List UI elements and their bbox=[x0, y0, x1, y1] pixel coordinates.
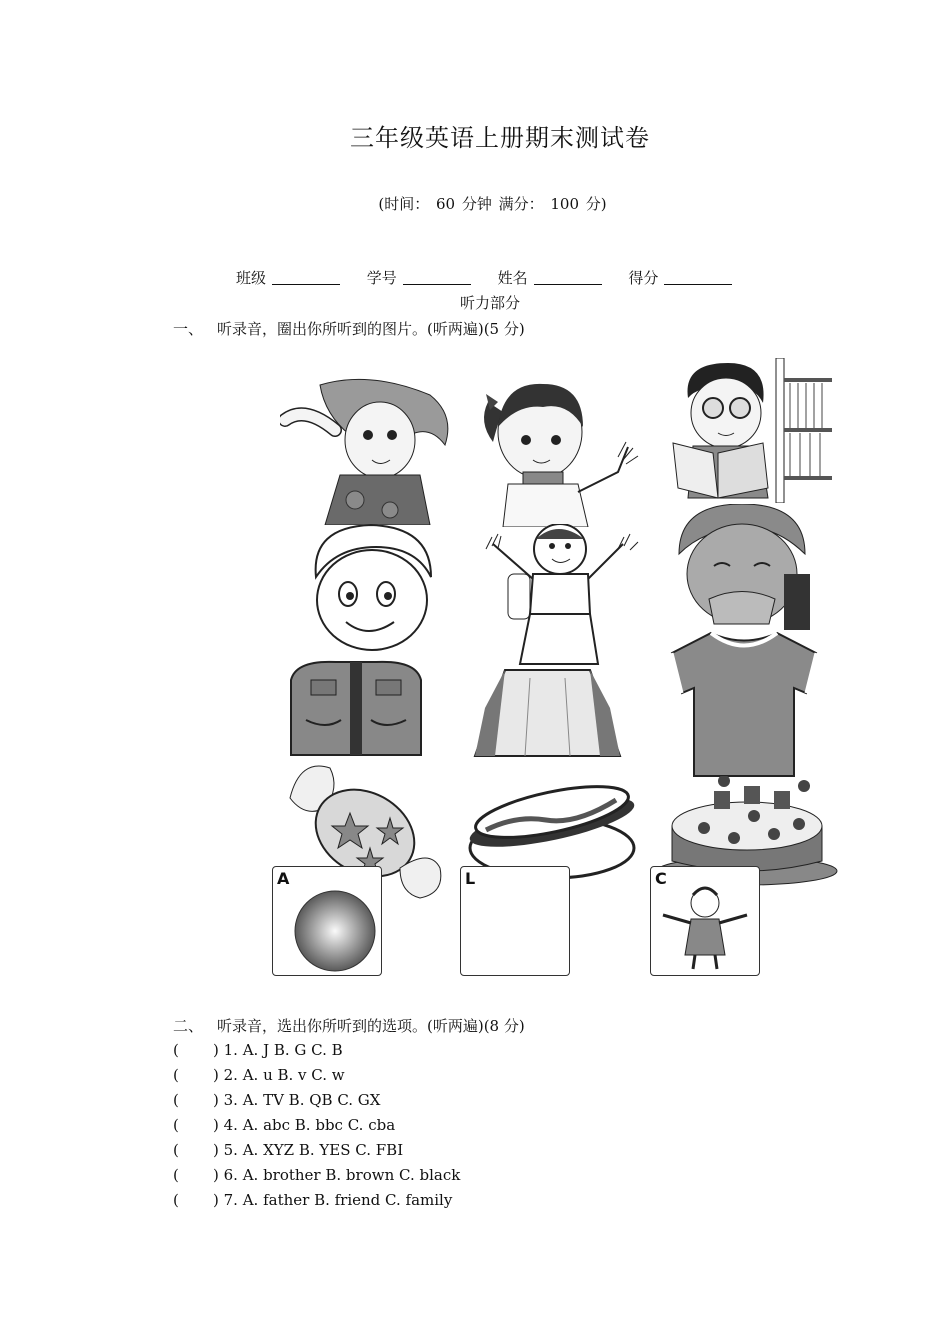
listening-heading: 听力部分 bbox=[459, 294, 520, 312]
page-title: 三年级英语上册期末测试卷 bbox=[350, 124, 650, 152]
exam-time-score: (时间： 60 分钟 满分： 100 分) bbox=[378, 195, 607, 213]
section2-number: 二、 bbox=[173, 1017, 204, 1035]
question-7 bbox=[173, 1191, 452, 1209]
picture-box-c-label: C bbox=[655, 869, 667, 888]
question-text: ) 1. A. J B. G C. B bbox=[213, 1041, 343, 1059]
answer-paren[interactable]: ( bbox=[173, 1116, 179, 1134]
name-field bbox=[498, 267, 602, 288]
picture-box-c[interactable] bbox=[650, 866, 760, 976]
class-blank[interactable] bbox=[272, 270, 340, 285]
question-5 bbox=[173, 1141, 403, 1159]
question-4 bbox=[173, 1116, 395, 1134]
jacket-picture[interactable] bbox=[286, 660, 426, 760]
skirt-picture[interactable] bbox=[470, 668, 626, 760]
t-shirt-picture[interactable] bbox=[666, 628, 822, 780]
name-blank[interactable] bbox=[534, 270, 602, 285]
question-text: ) 6. A. brother B. brown C. black bbox=[213, 1166, 461, 1184]
answer-paren[interactable]: ( bbox=[173, 1191, 179, 1209]
question-text: ) 2. A. u B. v C. w bbox=[213, 1066, 345, 1084]
question-3 bbox=[173, 1091, 380, 1109]
score-label: 得分 bbox=[628, 269, 659, 287]
question-text: ) 3. A. TV B. QB C. GX bbox=[213, 1091, 381, 1109]
boy-laughing-picture[interactable] bbox=[674, 504, 810, 630]
girl-ponytail-picture[interactable] bbox=[468, 372, 648, 527]
name-label: 姓名 bbox=[497, 269, 528, 287]
girl-reading-picture[interactable] bbox=[668, 358, 836, 503]
question-text: ) 7. A. father B. friend C. family bbox=[213, 1191, 453, 1209]
class-field bbox=[236, 267, 340, 288]
question-text: ) 5. A. XYZ B. YES C. FBI bbox=[213, 1141, 404, 1159]
score-field bbox=[628, 267, 732, 288]
section1-text: 听录音，圈出你所听到的图片。(听两遍)(5 分) bbox=[217, 320, 525, 338]
question-2 bbox=[173, 1066, 345, 1084]
question-text: ) 4. A. abc B. bbc C. cba bbox=[213, 1116, 396, 1134]
boy-backpack-picture[interactable] bbox=[478, 524, 643, 669]
boy-face-picture[interactable] bbox=[306, 522, 438, 652]
answer-paren[interactable]: ( bbox=[173, 1091, 179, 1109]
section1-heading bbox=[173, 318, 525, 339]
student-info-row bbox=[236, 267, 754, 288]
question-6 bbox=[173, 1166, 460, 1184]
answer-paren[interactable]: ( bbox=[173, 1141, 179, 1159]
answer-paren[interactable]: ( bbox=[173, 1041, 179, 1059]
picture-box-a[interactable] bbox=[272, 866, 382, 976]
picture-box-l[interactable] bbox=[460, 866, 570, 976]
class-label: 班级 bbox=[236, 269, 267, 287]
section1-number: 一、 bbox=[173, 320, 204, 338]
id-label: 学号 bbox=[366, 269, 397, 287]
id-field bbox=[367, 267, 471, 288]
section2-text: 听录音，选出你所听到的选项。(听两遍)(8 分) bbox=[217, 1017, 525, 1035]
id-blank[interactable] bbox=[403, 270, 471, 285]
score-blank[interactable] bbox=[664, 270, 732, 285]
girl-waving-picture[interactable] bbox=[280, 375, 458, 525]
question-1 bbox=[173, 1041, 343, 1059]
picture-box-l-label: L bbox=[465, 869, 476, 888]
picture-box-a-label: A bbox=[277, 869, 290, 888]
answer-paren[interactable]: ( bbox=[173, 1066, 179, 1084]
answer-paren[interactable]: ( bbox=[173, 1166, 179, 1184]
section2-heading bbox=[173, 1015, 525, 1036]
